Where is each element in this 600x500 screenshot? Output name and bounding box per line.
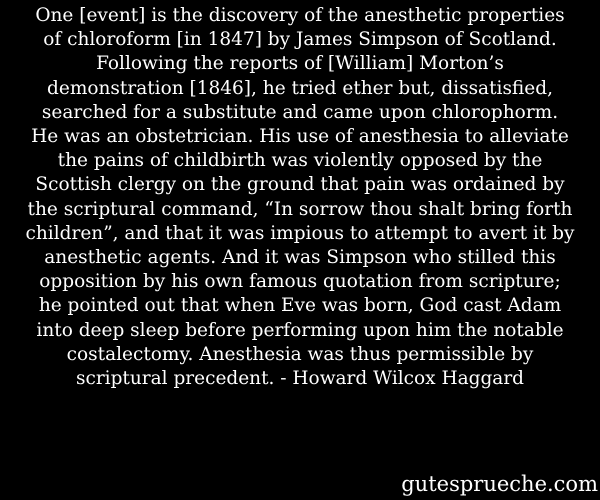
quote-line: scriptural precedent. - Howard Wilcox Haggard [75,368,525,390]
quote-line: costalectomy. Anesthesia was thus permissible by [66,343,534,365]
quote-line: opposition by his own famous quotation from scripture; [39,271,561,293]
quote-line: He was an obstetrician. His use of anesthesia to alleviate [31,126,569,148]
quote-line: anesthetic agents. And it was Simpson who stilled this [44,247,556,269]
quote-line: demonstration [1846], he tried ether but, dissatisfied, [47,77,553,99]
website-watermark: gutesprueche.com [401,472,598,496]
quote-line: the scriptural command, “In sorrow thou shalt bring forth [27,198,573,220]
quote-line: Following the reports of [William] Morton’s [96,53,504,75]
quote-line: One [event] is the discovery of the anesthetic properties [35,5,565,26]
quote-line: Scottish clergy on the ground that pain was ordained by [35,174,565,196]
quote-line: of chloroform [in 1847] by James Simpson of Scotland. [43,29,557,51]
quote-line: searched for a substitute and came upon chlorophorm. [41,101,559,123]
quote-line: the pains of childbirth was violently opposed by the [57,150,543,172]
quote-line: he pointed out that when Eve was born, God cast Adam [38,295,562,317]
quote-line: into deep sleep before performing upon him the notable [36,319,564,341]
quote-text [0,4,600,391]
quote-line: children”, and that it was impious to attempt to avert it by [25,222,575,244]
